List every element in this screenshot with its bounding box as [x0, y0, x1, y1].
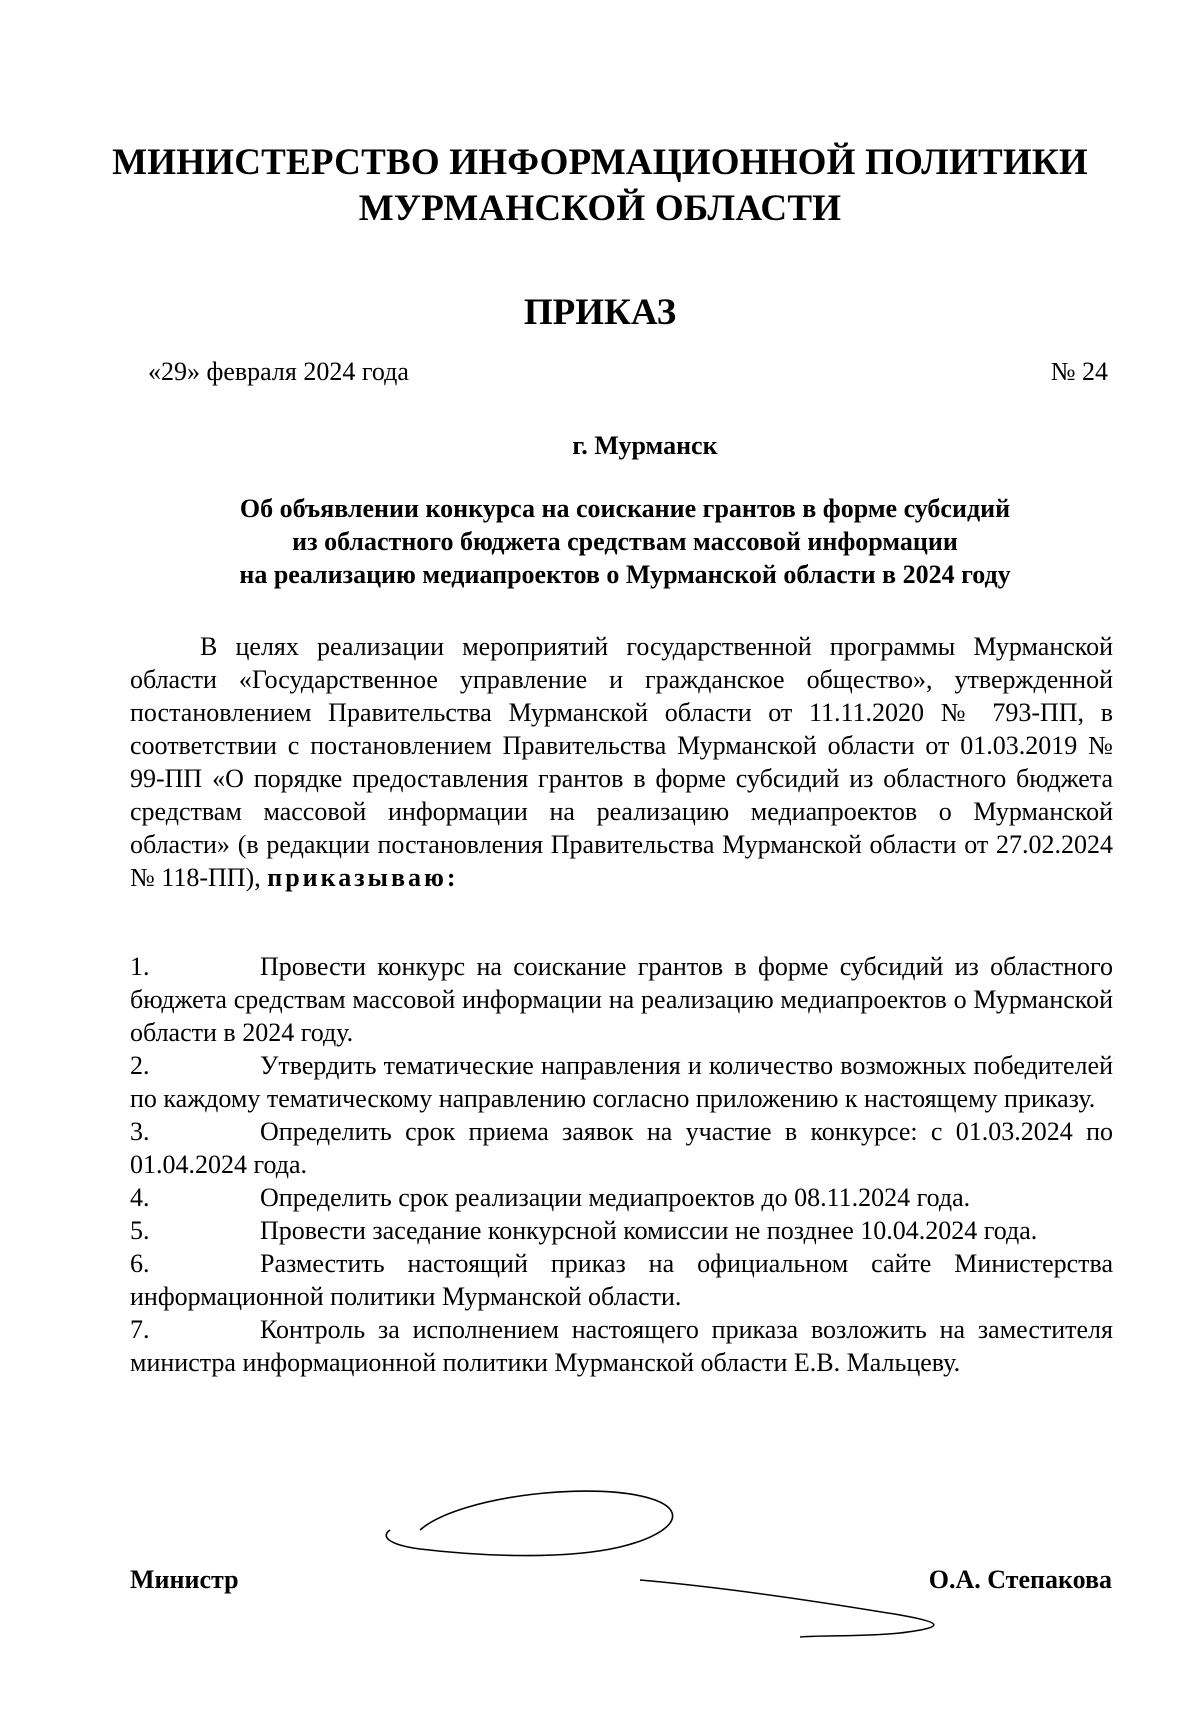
order-item-text: Контроль за исполнением настоящего приказа возложить на заместителя министра информационной политики Мурманской области Е.В. Мальцеву. — [130, 1315, 1113, 1377]
document-type: ПРИКАЗ — [523, 292, 677, 333]
preamble-paragraph — [130, 630, 1113, 894]
order-item — [130, 1181, 1113, 1214]
order-item — [130, 1115, 1113, 1181]
order-item-number: 1. — [130, 952, 150, 981]
signature-block — [0, 1555, 1200, 1615]
order-item-number: 2. — [130, 1051, 150, 1080]
ministry-name-line2: МУРМАНСКОЙ ОБЛАСТИ — [358, 188, 842, 229]
order-items — [130, 950, 1113, 1379]
subject-line1: Об объявлении конкурса на соискание грантов в форме субсидий — [239, 494, 1011, 523]
order-item — [130, 1049, 1113, 1115]
order-item-text: Провести заседание конкурсной комиссии не позднее 10.04.2024 года. — [260, 1216, 1038, 1245]
order-item-text: Определить срок приема заявок на участие в конкурсе: с 01.03.2024 по 01.04.2024 года. — [130, 1117, 1113, 1179]
preamble-verb: приказываю: — [267, 863, 459, 892]
order-item-text: Утвердить тематические направления и количество возможных победителей по каждому тематическому направлению согласно приложению к настоящему приказу. — [130, 1051, 1113, 1113]
preamble-text: В целях реализации мероприятий государственной программы Мурманской области «Государственное управление и гражданское общество», утвержденной постановлением Правительства Мурманской области от 11.11.2020 № 793-ПП, в соответствии с постановлением Правительства Мурманской области от 01.03.2019 № 99-ПП «О порядке предоставления грантов в форме субсидий из областного бюджета средствам массовой информации на реализацию медиапроектов о Мурманской области» (в редакции постановления Правительства Мурманской области от 27.02.2024 № 118-ПП), — [130, 632, 1113, 892]
order-item-number: 5. — [130, 1216, 150, 1245]
order-item-number: 6. — [130, 1249, 150, 1278]
ministry-name — [0, 140, 1200, 232]
order-item — [130, 950, 1113, 1049]
order-item-text: Провести конкурс на соискание грантов в форме субсидий из областного бюджета средствам массовой информации на реализацию медиапроектов о Мурманской области в 2024 году. — [130, 952, 1113, 1047]
order-item-number: 3. — [130, 1117, 150, 1146]
order-item-text: Разместить настоящий приказ на официальном сайте Министерства информационной политики Мурманской области. — [130, 1249, 1113, 1311]
document-city: г. Мурманск — [572, 431, 718, 460]
subject-line2: из областного бюджета средствам массовой информации — [292, 527, 958, 556]
order-item — [130, 1247, 1113, 1313]
document-date: «29» февраля 2024 года — [148, 357, 409, 386]
subject-line3: на реализацию медиапроектов о Мурманской области в 2024 году — [239, 560, 1011, 589]
signatory-title: Министр — [130, 1565, 239, 1594]
order-item — [130, 1214, 1113, 1247]
signatory-name: О.А. Степакова — [928, 1565, 1112, 1594]
document-subject — [140, 492, 1110, 591]
order-item-text: Определить срок реализации медиапроектов до 08.11.2024 года. — [260, 1183, 971, 1212]
order-item-number: 4. — [130, 1183, 150, 1212]
ministry-name-line1: МИНИСТЕРСТВО ИНФОРМАЦИОННОЙ ПОЛИТИКИ — [112, 142, 1088, 183]
order-item-number: 7. — [130, 1315, 150, 1344]
document-number: № 24 — [1050, 357, 1108, 386]
order-item — [130, 1313, 1113, 1379]
